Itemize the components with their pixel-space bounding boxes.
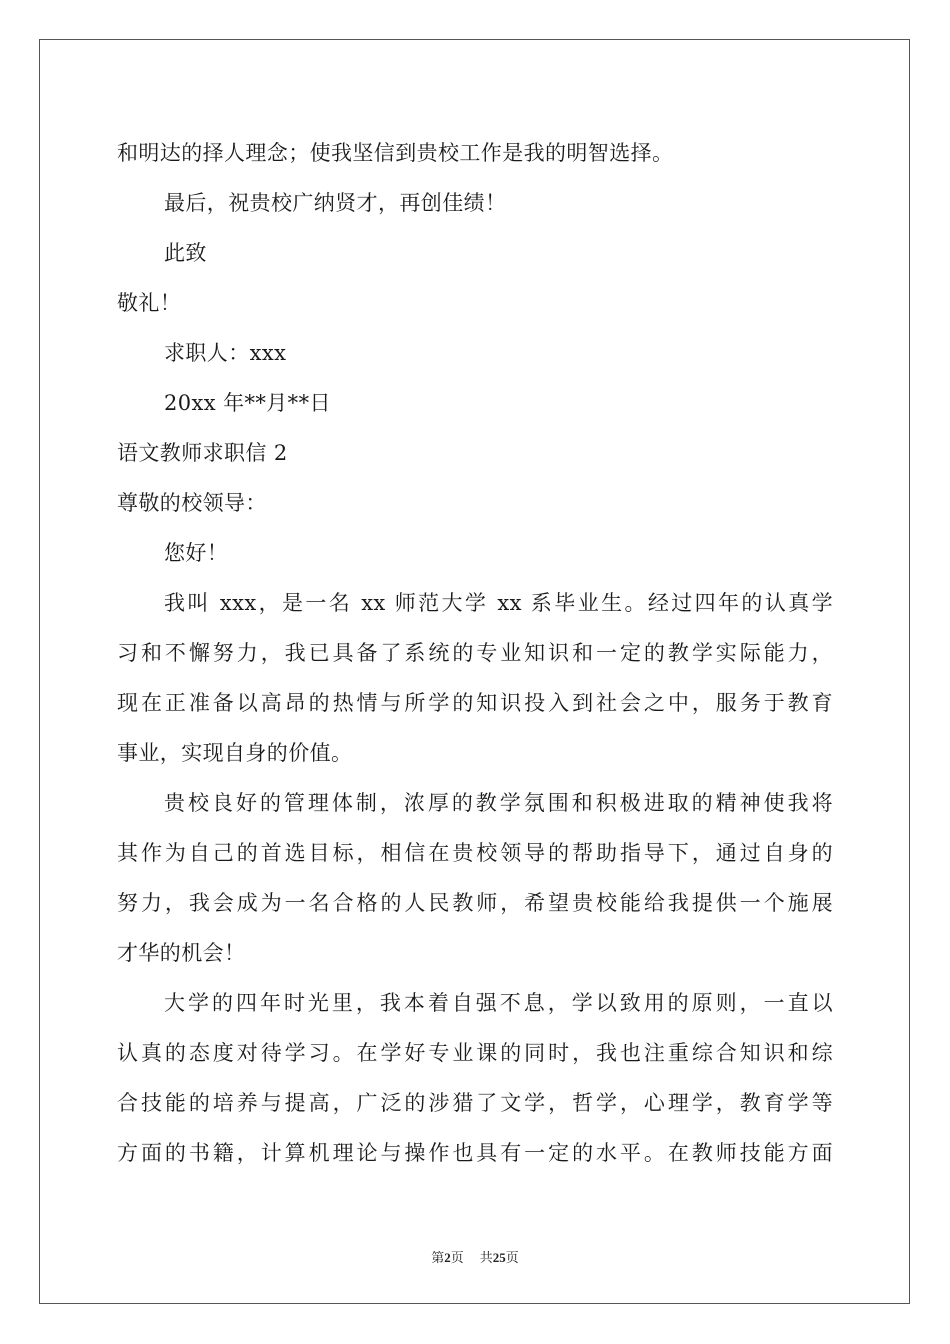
paragraph-line: 事业，实现自身的价值。 bbox=[117, 741, 353, 765]
page-prefix: 第 bbox=[431, 1251, 445, 1266]
page-number: 2 bbox=[444, 1250, 451, 1265]
paragraph-line: 认真的态度对待学习。在学好专业课的同时，我也注重综合知识和综 bbox=[117, 1041, 833, 1065]
signature-line: 求职人：xxx bbox=[164, 341, 287, 365]
paragraph-line: 贵校良好的管理体制，浓厚的教学氛围和积极进取的精神使我将 bbox=[164, 791, 833, 815]
text-line: 最后，祝贵校广纳贤才，再创佳绩！ bbox=[164, 191, 507, 215]
greeting: 您好！ bbox=[164, 541, 229, 565]
salutation: 尊敬的校领导： bbox=[117, 491, 267, 515]
paragraph-line: 才华的机会！ bbox=[117, 941, 246, 965]
total-suffix: 页 bbox=[505, 1251, 519, 1266]
paragraph-line: 我叫 xxx，是一名 xx 师范大学 xx 系毕业生。经过四年的认真学 bbox=[164, 591, 833, 615]
paragraph-line: 其作为自己的首选目标，相信在贵校领导的帮助指导下，通过自身的 bbox=[117, 841, 833, 865]
paragraph-line: 现在正准备以高昂的热情与所学的知识投入到社会之中，服务于教育 bbox=[117, 691, 833, 715]
paragraph-line: 努力，我会成为一名合格的人民教师，希望贵校能给我提供一个施展 bbox=[117, 891, 833, 915]
closing-salutation: 此致 bbox=[164, 241, 207, 265]
page-footer bbox=[0, 1247, 950, 1266]
paragraph-line: 方面的书籍，计算机理论与操作也具有一定的水平。在教师技能方面 bbox=[117, 1141, 833, 1165]
section-title: 语文教师求职信 2 bbox=[117, 441, 288, 465]
date-line: 20xx 年**月**日 bbox=[164, 391, 331, 415]
document-body bbox=[117, 128, 833, 1178]
total-pages: 25 bbox=[492, 1250, 506, 1265]
page-suffix: 页 bbox=[450, 1251, 464, 1266]
paragraph-line: 合技能的培养与提高，广泛的涉猎了文学，哲学，心理学，教育学等 bbox=[117, 1091, 833, 1115]
closing-respect: 敬礼！ bbox=[117, 291, 182, 315]
paragraph-line: 大学的四年时光里，我本着自强不息，学以致用的原则，一直以 bbox=[164, 991, 833, 1015]
text-line: 和明达的择人理念；使我坚信到贵校工作是我的明智选择。 bbox=[117, 141, 674, 165]
total-prefix: 共 bbox=[479, 1251, 493, 1266]
paragraph-line: 习和不懈努力，我已具备了系统的专业知识和一定的教学实际能力， bbox=[117, 641, 833, 665]
